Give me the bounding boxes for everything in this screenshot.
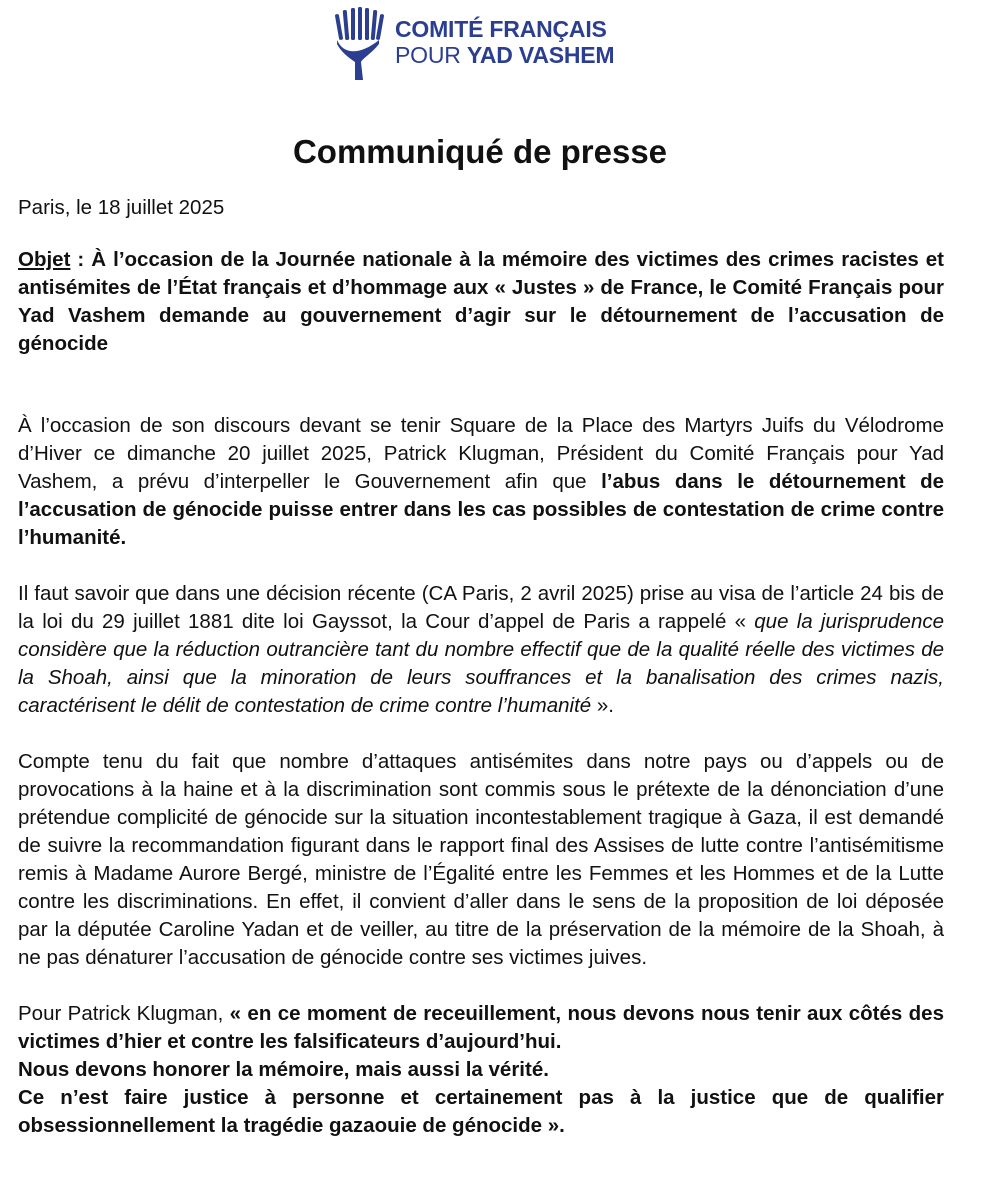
organization-name-main: YAD VASHEM: [466, 42, 615, 68]
date-line: Paris, le 18 juillet 2025: [18, 196, 225, 219]
statement-intro: Pour Patrick Klugman,: [18, 1002, 230, 1025]
organization-name-line1: COMITÉ FRANÇAIS: [395, 16, 607, 42]
paragraph-court-decision-end: ».: [591, 694, 614, 717]
organization-name: [395, 16, 614, 68]
statement-quote1: « en ce moment de receuillement, nous devons nous tenir aux côtés des victimes d’hier et contre les falsificateurs d’aujourd’hui.: [18, 1002, 944, 1053]
statement-line1: [18, 1000, 944, 1056]
organization-name-prefix: POUR: [395, 42, 467, 68]
statement-quote2: Nous devons honorer la mémoire, mais aussi la vérité.: [18, 1058, 549, 1081]
statement-quote3: Ce n’est faire justice à personne et certainement pas à la justice que de qualifier obsessionnellement la tragédie gazaouie de génocide ».: [18, 1086, 944, 1137]
subject-separator: :: [70, 248, 92, 271]
organization-name-line2: [395, 42, 614, 68]
paragraph-statement: [18, 1000, 944, 1140]
paragraph-announcement-text: À l’occasion de son discours devant se tenir Square de la Place des Martyrs Juifs du Vélodrome d’Hiver ce dimanche 20 juillet 2025, Patrick Klugman, Président du Comité Français pour Yad Vashem, a prévu d’interpeller le Gouvernement afin que: [18, 414, 944, 493]
press-release-body: [18, 194, 944, 1140]
paragraph-court-decision-quote: que la jurisprudence considère que la réduction outrancière tant du nombre effectif que de la qualité réelle des victimes de la Shoah, ainsi que la minoration de leurs souffrances et la banalisation des crimes nazis, caractérisent le délit de contestation de crime contre l’humanité: [18, 610, 944, 717]
subject-label: Objet: [18, 248, 71, 271]
document-title: Communiqué de presse: [292, 133, 668, 171]
paragraph-recommendation: Compte tenu du fait que nombre d’attaques antisémites dans notre pays ou d’appels ou de provocations à la haine et à la discrimination sont commis sous le prétexte de la dénonciation d’une prétendue complicité de génocide sur la situation incontestablement tragique à Gaza, il est demandé de suivre la recommandation figurant dans le rapport final des Assises de lutte contre l’antisémitisme remis à Madame Aurore Bergé, ministre de l’Égalité entre les Femmes et les Hommes et de la Lutte contre les discriminations. En effet, il convient d’aller dans le sens de la proposition de loi déposée par la députée Caroline Yadan et de veiller, au titre de la préservation de la mémoire de la Shoah, à ne pas dénaturer l’accusation de génocide contre ses victimes juives.: [18, 750, 944, 969]
paragraph-announcement: [18, 412, 944, 552]
hand-menorah-icon: [333, 4, 385, 80]
subject-paragraph: [18, 246, 944, 358]
organization-logo: [333, 4, 633, 80]
subject-text: À l’occasion de la Journée nationale à la mémoire des victimes des crimes racistes et antisémites de l’État français et d’hommage aux « Justes » de France, le Comité Français pour Yad Vashem demande au gouvernement d’agir sur le détournement de l’accusation de génocide: [18, 248, 945, 355]
paragraph-court-decision: [18, 580, 944, 720]
paragraph-announcement-bold: l’abus dans le détournement de l’accusation de génocide puisse entrer dans les cas possibles de contestation de crime contre l’humanité.: [18, 470, 944, 549]
paragraph-court-decision-text: Il faut savoir que dans une décision récente (CA Paris, 2 avril 2025) prise au visa de l’article 24 bis de la loi du 29 juillet 1881 dite loi Gayssot, la Cour d’appel de Paris a rappelé «: [18, 582, 944, 633]
